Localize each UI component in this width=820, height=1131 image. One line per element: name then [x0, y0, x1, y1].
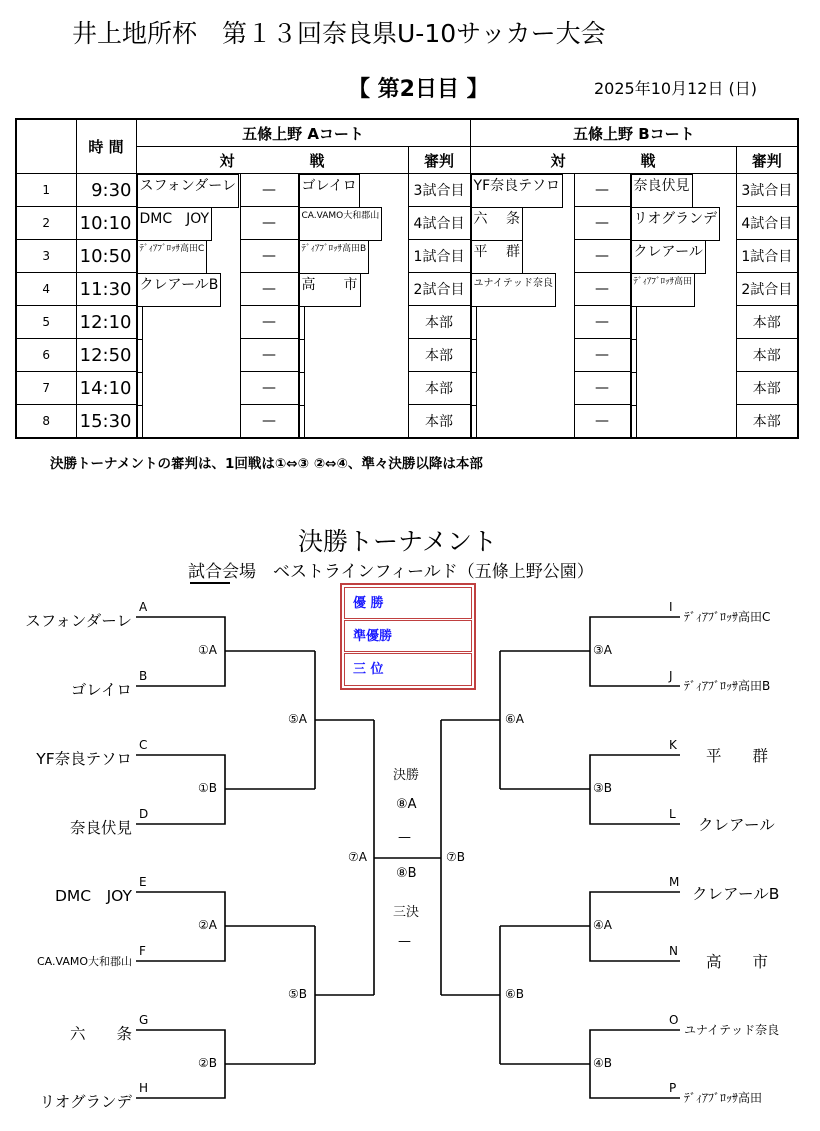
match-time: 14:10: [76, 372, 136, 405]
court-a-referee: 本部: [408, 306, 470, 339]
court-a-away-team: ﾃﾞｨｱﾌﾞﾛｯｻ高田B: [299, 240, 370, 274]
match-label-m1b: ①B: [198, 781, 217, 795]
match-time: 10:50: [76, 240, 136, 273]
right-team-name: ユナイテッド奈良: [684, 1023, 780, 1037]
match-label-m7b: ⑦B: [446, 850, 465, 864]
right-seed-letter: N: [669, 944, 678, 958]
match-label-m6a: ⑥A: [505, 712, 524, 726]
match-label-m1a: ①A: [198, 643, 217, 657]
match-label-m6b: ⑥B: [505, 987, 524, 1001]
row-number: 2: [16, 207, 76, 240]
court-b-home-team: ユナイテッド奈良: [471, 273, 556, 307]
match-time: 11:30: [76, 273, 136, 306]
bracket-line-m1b: [136, 755, 315, 824]
bracket-line-m3a: [500, 617, 680, 686]
row-number: 4: [16, 273, 76, 306]
right-team-name: クレアール: [698, 816, 775, 834]
right-seed-letter: L: [669, 807, 676, 821]
court-b-away-team: 奈良伏見: [631, 174, 693, 208]
right-team-name: ﾃﾞｨｱﾌﾞﾛｯｻ高田C: [684, 610, 771, 624]
left-seed-letter: D: [139, 807, 149, 821]
court-b-referee: 本部: [736, 306, 798, 339]
court-a-home-team: ﾃﾞｨｱﾌﾞﾛｯｻ高田C: [137, 240, 208, 274]
court-a-referee: 本部: [408, 405, 470, 439]
court-a-referee: 1試合目: [408, 240, 470, 273]
right-seed-letter: M: [669, 875, 680, 889]
row-number: 1: [16, 174, 76, 207]
court-a-vs-dash: —: [240, 174, 298, 207]
time-header: 時 間: [76, 119, 136, 174]
match-label-m4b: ④B: [593, 1056, 612, 1070]
court-b-referee: 本部: [736, 372, 798, 405]
bracket-line-m1a: [136, 617, 315, 686]
match-time: 12:50: [76, 339, 136, 372]
left-seed-letter: H: [139, 1081, 149, 1095]
bracket-line-m2b: [136, 1030, 315, 1098]
bracket-line-m2a: [136, 892, 315, 961]
bracket-line-m4a: [500, 892, 680, 961]
court-b-ref-header: 審判: [736, 147, 798, 174]
bracket-line-m6b: [441, 926, 500, 1064]
row-number: 5: [16, 306, 76, 339]
match-label-m5a: ⑤A: [288, 712, 307, 726]
court-b-home-team: 平 群: [471, 240, 523, 274]
court-b-referee: 2試合目: [736, 273, 798, 306]
third-match-label: ⑧B: [396, 866, 417, 881]
court-a-home-team: DMC JOY: [137, 207, 213, 241]
right-team-name: ﾃﾞｨｱﾌﾞﾛｯｻ高田: [684, 1091, 763, 1105]
right-seed-letter: I: [669, 600, 673, 614]
row-number: 8: [16, 405, 76, 439]
bracket-line-m6a: [441, 651, 500, 789]
right-team-name: ﾃﾞｨｱﾌﾞﾛｯｻ高田B: [684, 679, 771, 693]
bracket-line-m4b: [500, 1030, 680, 1098]
match-time: 12:10: [76, 306, 136, 339]
left-seed-letter: B: [139, 669, 148, 683]
left-team-name: YF奈良テソロ: [36, 750, 132, 768]
court-b-away-team: ﾃﾞｨｱﾌﾞﾛｯｻ高田: [631, 273, 696, 307]
court-a-header: 五條上野 Aコート: [136, 119, 470, 147]
row-number: 3: [16, 240, 76, 273]
left-team-name: DMC JOY: [54, 887, 132, 905]
court-b-referee: 1試合目: [736, 240, 798, 273]
right-seed-letter: J: [669, 669, 673, 683]
court-a-vs-dash: —: [240, 207, 298, 240]
final-match-label: ⑧A: [396, 797, 417, 812]
court-a-referee: 2試合目: [408, 273, 470, 306]
court-b-home-team: 六 条: [471, 207, 523, 241]
bracket-line-m3b: [500, 755, 680, 824]
runner-up-label: 準優勝: [353, 629, 393, 644]
tournament-title: 決勝トーナメント: [298, 527, 498, 556]
left-seed-letter: F: [139, 944, 146, 958]
match-time: 9:30: [76, 174, 136, 207]
event-date: 2025年10月12日 (日): [594, 79, 758, 98]
left-seed-letter: A: [139, 600, 148, 614]
right-team-name: 平 群: [706, 747, 769, 765]
court-b-vs-dash: —: [574, 240, 630, 273]
match-label-m2b: ②B: [198, 1056, 217, 1070]
court-a-ref-header: 審判: [408, 147, 470, 174]
court-a-referee: 3試合目: [408, 174, 470, 207]
left-seed-letter: E: [139, 875, 147, 889]
court-a-vs-dash: —: [240, 273, 298, 306]
final-dash: —: [398, 830, 411, 845]
left-seed-letter: G: [139, 1013, 149, 1027]
court-b-away-team: リオグランデ: [631, 207, 721, 241]
court-b-vs-dash: —: [574, 174, 630, 207]
match-label-m5b: ⑤B: [288, 987, 307, 1001]
court-b-vs-dash: —: [574, 339, 630, 372]
row-number: 6: [16, 339, 76, 372]
third-place-match-label: 三決: [393, 905, 420, 920]
court-a-vs-dash: —: [240, 372, 298, 405]
left-team-name: リオグランデ: [39, 1093, 132, 1111]
bracket-line-m5b: [315, 926, 374, 1064]
row-number: 7: [16, 372, 76, 405]
match-label-m4a: ④A: [593, 918, 612, 932]
court-b-vs-dash: —: [574, 372, 630, 405]
match-label-m2a: ②A: [198, 918, 217, 932]
court-b-match-header: 対 戦: [470, 147, 736, 174]
court-a-referee: 本部: [408, 372, 470, 405]
court-b-vs-dash: —: [574, 207, 630, 240]
bracket-line-m5a: [315, 651, 374, 789]
court-a-vs-dash: —: [240, 240, 298, 273]
match-time: 15:30: [76, 405, 136, 439]
third-dash: —: [398, 934, 411, 949]
match-time: 10:10: [76, 207, 136, 240]
right-seed-letter: K: [669, 738, 677, 752]
court-b-referee: 本部: [736, 405, 798, 439]
referee-note: 決勝トーナメントの審判は、1回戦は①⇔③ ②⇔④、準々決勝以降は本部: [50, 456, 483, 472]
court-b-referee: 4試合目: [736, 207, 798, 240]
left-team-name: CA.VAMO大和郡山: [36, 955, 132, 968]
court-a-home-team: クレアールB: [137, 273, 222, 307]
right-team-name: 高 市: [706, 953, 769, 971]
left-seed-letter: C: [139, 738, 148, 752]
bracket-line-m7a: [374, 720, 441, 995]
right-seed-letter: O: [669, 1013, 679, 1027]
tournament-venue: 試合会場 ベストラインフィールド（五條上野公園）: [188, 562, 594, 582]
left-team-name: 六 条: [69, 1025, 132, 1043]
left-team-name: 奈良伏見: [69, 819, 132, 837]
left-team-name: スフォンダーレ: [25, 612, 132, 630]
court-b-home-team: YF奈良テソロ: [471, 174, 563, 208]
match-label-m3b: ③B: [593, 781, 612, 795]
court-b-away-team: クレアール: [631, 240, 706, 274]
court-a-away-team: 高 市: [299, 273, 361, 307]
right-seed-letter: P: [669, 1081, 677, 1095]
court-a-referee: 本部: [408, 339, 470, 372]
right-team-name: クレアールB: [692, 885, 780, 903]
court-b-vs-dash: —: [574, 306, 630, 339]
court-a-vs-dash: —: [240, 339, 298, 372]
court-a-away-team: CA.VAMO大和郡山: [299, 207, 383, 241]
court-b-referee: 3試合目: [736, 174, 798, 207]
match-label-m7a: ⑦A: [348, 850, 367, 864]
court-a-referee: 4試合目: [408, 207, 470, 240]
court-b-vs-dash: —: [574, 405, 630, 439]
third-place-label: 三 位: [353, 662, 384, 677]
final-label: 決勝: [393, 768, 420, 783]
court-a-match-header: 対 戦: [136, 147, 408, 174]
page-title: 井上地所杯 第１３回奈良県U-10サッカー大会: [72, 19, 606, 48]
court-a-away-team: ゴレイロ: [299, 174, 360, 208]
court-b-header: 五條上野 Bコート: [470, 119, 798, 147]
court-b-referee: 本部: [736, 339, 798, 372]
match-label-m3a: ③A: [593, 643, 612, 657]
court-a-home-team: スフォンダーレ: [137, 174, 239, 208]
court-a-vs-dash: —: [240, 306, 298, 339]
winner-label: 優 勝: [353, 596, 384, 611]
court-b-vs-dash: —: [574, 273, 630, 306]
court-a-vs-dash: —: [240, 405, 298, 439]
day-label: 【 第2日目 】: [348, 77, 489, 102]
left-team-name: ゴレイロ: [70, 681, 132, 699]
